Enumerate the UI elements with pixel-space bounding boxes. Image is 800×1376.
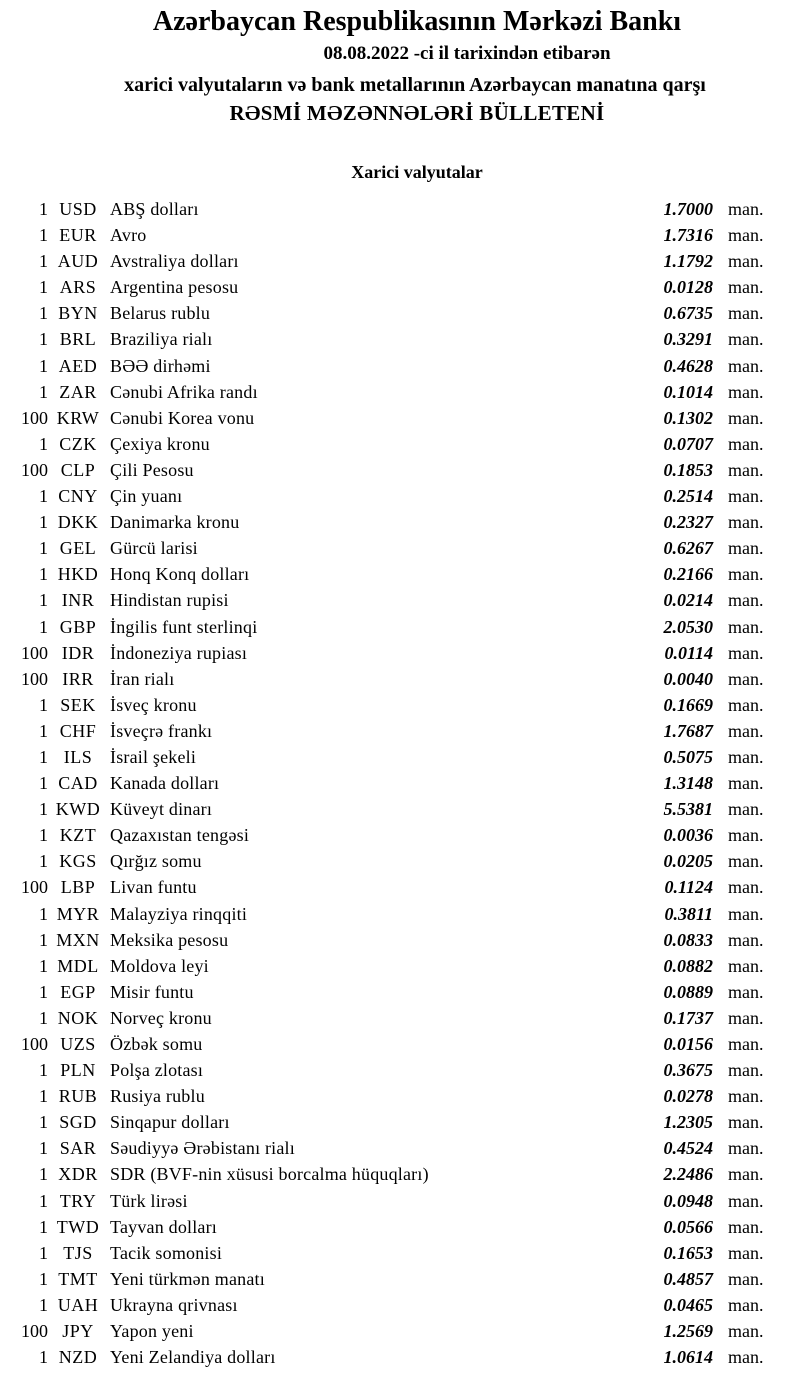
currency-name: Cənubi Korea vonu	[110, 407, 255, 428]
unit-label: man.	[728, 1060, 764, 1081]
currency-name: İran rialı	[110, 668, 175, 689]
rate-value: 0.1014	[663, 381, 713, 402]
currency-code: HKD	[57, 564, 99, 585]
table-row	[0, 718, 800, 744]
table-row	[0, 1292, 800, 1318]
table-row	[0, 326, 800, 352]
currency-name: BƏƏ dirhəmi	[110, 355, 211, 376]
unit-label: man.	[728, 799, 764, 820]
rate-quantity: 1	[39, 381, 48, 402]
rate-quantity: 1	[39, 355, 48, 376]
currency-code: ZAR	[59, 381, 97, 402]
currency-code: RUB	[58, 1086, 98, 1107]
rate-quantity: 100	[21, 642, 48, 663]
table-row	[0, 1161, 800, 1187]
currency-code: KZT	[59, 825, 97, 846]
currency-name: Livan funtu	[110, 877, 197, 898]
rate-value: 0.3675	[663, 1060, 713, 1081]
rate-quantity: 100	[21, 459, 48, 480]
unit-label: man.	[728, 1268, 764, 1289]
rate-value: 0.5075	[663, 746, 713, 767]
rate-value: 0.1669	[663, 694, 713, 715]
currency-code: NOK	[57, 1007, 99, 1028]
unit-label: man.	[728, 433, 764, 454]
unit-label: man.	[728, 825, 764, 846]
currency-code: SAR	[59, 1138, 97, 1159]
currency-code: AED	[58, 355, 98, 376]
currency-code: CNY	[58, 486, 98, 507]
currency-name: Türk lirəsi	[110, 1190, 188, 1211]
currency-code: DKK	[57, 512, 99, 533]
rate-value: 0.4628	[663, 355, 713, 376]
rate-value: 0.2166	[663, 564, 713, 585]
table-row	[0, 1344, 800, 1370]
bank-title: Azərbaycan Respublikasının Mərkəzi Bankı	[152, 6, 682, 37]
unit-label: man.	[728, 1347, 764, 1368]
unit-label: man.	[728, 251, 764, 272]
currency-name: İsveçrə frankı	[110, 720, 213, 741]
currency-name: SDR (BVF-nin xüsusi borcalma hüquqları)	[110, 1164, 429, 1185]
currency-code: SEK	[60, 694, 96, 715]
rate-quantity: 1	[39, 825, 48, 846]
rate-quantity: 1	[39, 1007, 48, 1028]
currency-code: INR	[61, 590, 95, 611]
exchange-rate-table	[0, 196, 800, 1370]
unit-label: man.	[728, 877, 764, 898]
rate-quantity: 1	[39, 746, 48, 767]
currency-name: Kanada dolları	[110, 773, 220, 794]
rate-value: 0.1737	[663, 1007, 713, 1028]
currency-code: CAD	[58, 773, 98, 794]
rate-value: 0.0833	[663, 929, 713, 950]
table-row	[0, 1240, 800, 1266]
unit-label: man.	[728, 303, 764, 324]
unit-label: man.	[728, 1321, 764, 1342]
table-row	[0, 1083, 800, 1109]
unit-label: man.	[728, 851, 764, 872]
unit-label: man.	[728, 407, 764, 428]
table-row	[0, 614, 800, 640]
unit-label: man.	[728, 486, 764, 507]
unit-label: man.	[728, 1138, 764, 1159]
section-title-foreign-currencies: Xarici valyutalar	[351, 162, 483, 182]
table-row	[0, 196, 800, 222]
unit-label: man.	[728, 1216, 764, 1237]
rate-quantity: 1	[39, 1060, 48, 1081]
rate-value: 0.0214	[663, 590, 713, 611]
table-row	[0, 509, 800, 535]
table-row	[0, 1005, 800, 1031]
unit-label: man.	[728, 720, 764, 741]
rate-value: 2.0530	[663, 616, 713, 637]
currency-name: Polşa zlotası	[110, 1060, 204, 1081]
rate-value: 0.1302	[663, 407, 713, 428]
currency-code: BRL	[59, 329, 97, 350]
table-row	[0, 666, 800, 692]
table-row	[0, 248, 800, 274]
table-row	[0, 848, 800, 874]
rate-quantity: 1	[39, 955, 48, 976]
table-row	[0, 405, 800, 431]
rate-value: 0.0465	[663, 1294, 713, 1315]
currency-code: MYR	[56, 903, 100, 924]
rate-quantity: 1	[39, 564, 48, 585]
effective-date-line: 08.08.2022 -ci il tarixindən etibarən	[323, 43, 611, 64]
currency-code: ILS	[63, 746, 93, 767]
rate-quantity: 1	[39, 799, 48, 820]
unit-label: man.	[728, 668, 764, 689]
rate-quantity: 1	[39, 590, 48, 611]
rate-value: 0.2514	[663, 486, 713, 507]
table-row	[0, 353, 800, 379]
rate-quantity: 1	[39, 225, 48, 246]
rate-quantity: 100	[21, 877, 48, 898]
rate-value: 0.0889	[663, 981, 713, 1002]
unit-label: man.	[728, 277, 764, 298]
rate-value: 1.0614	[663, 1347, 713, 1368]
unit-label: man.	[728, 773, 764, 794]
rate-quantity: 1	[39, 1268, 48, 1289]
table-row	[0, 1109, 800, 1135]
currency-code: AUD	[57, 251, 99, 272]
table-row	[0, 692, 800, 718]
bulletin-subtitle: xarici valyutaların və bank metallarının Azərbaycan manatına qarşı	[124, 74, 706, 96]
currency-code: KRW	[56, 407, 100, 428]
rate-value: 0.0278	[663, 1086, 713, 1107]
table-row	[0, 979, 800, 1005]
rate-quantity: 1	[39, 1112, 48, 1133]
unit-label: man.	[728, 355, 764, 376]
currency-name: Səudiyyə Ərəbistanı rialı	[110, 1138, 295, 1159]
rate-quantity: 1	[39, 329, 48, 350]
unit-label: man.	[728, 1007, 764, 1028]
currency-name: Avstraliya dolları	[110, 251, 239, 272]
currency-name: Moldova leyi	[110, 955, 209, 976]
currency-name: Ukrayna qrivnası	[110, 1294, 238, 1315]
unit-label: man.	[728, 616, 764, 637]
currency-code: GBP	[59, 616, 97, 637]
currency-name: Sinqapur dolları	[110, 1112, 230, 1133]
rate-value: 0.0566	[663, 1216, 713, 1237]
rate-value: 0.1124	[664, 877, 713, 898]
currency-code: ARS	[59, 277, 97, 298]
rate-value: 0.1653	[663, 1242, 713, 1263]
unit-label: man.	[728, 459, 764, 480]
unit-label: man.	[728, 642, 764, 663]
table-row	[0, 1318, 800, 1344]
unit-label: man.	[728, 329, 764, 350]
rate-value: 2.2486	[663, 1164, 713, 1185]
rate-value: 0.0882	[663, 955, 713, 976]
currency-name: Gürcü larisi	[110, 538, 198, 559]
rate-value: 0.0156	[663, 1034, 713, 1054]
rate-quantity: 1	[39, 1242, 48, 1263]
rate-value: 0.6735	[663, 303, 713, 324]
currency-code: MDL	[57, 955, 99, 976]
bulletin-title: RƏSMİ MƏZƏNNƏLƏRİ BÜLLETENİ	[229, 101, 605, 125]
unit-label: man.	[728, 981, 764, 1002]
table-row	[0, 300, 800, 326]
table-row	[0, 274, 800, 300]
currency-code: UAH	[57, 1294, 99, 1315]
currency-name: Yapon yeni	[110, 1321, 194, 1342]
rate-value: 1.7316	[663, 225, 713, 246]
currency-name: Meksika pesosu	[110, 929, 229, 950]
unit-label: man.	[728, 1164, 764, 1185]
table-row	[0, 770, 800, 796]
table-row	[0, 744, 800, 770]
rate-quantity: 100	[21, 1034, 48, 1054]
rate-value: 5.5381	[663, 799, 713, 820]
rate-quantity: 1	[39, 1216, 48, 1237]
currency-code: MXN	[56, 929, 100, 950]
rate-quantity: 1	[39, 277, 48, 298]
currency-name: ABŞ dolları	[110, 199, 199, 219]
currency-code: IRR	[62, 668, 94, 689]
currency-name: Küveyt dinarı	[110, 799, 213, 820]
currency-name: Malayziya rinqqiti	[110, 903, 248, 924]
rate-value: 1.1792	[663, 251, 713, 272]
rate-value: 1.7687	[663, 720, 713, 741]
unit-label: man.	[728, 746, 764, 767]
currency-code: XDR	[58, 1164, 98, 1185]
currency-name: İsveç kronu	[110, 694, 197, 715]
currency-code: LBP	[60, 877, 96, 898]
table-row	[0, 1266, 800, 1292]
currency-name: Tayvan dolları	[110, 1216, 218, 1237]
unit-label: man.	[728, 929, 764, 950]
currency-name: İndoneziya rupiası	[110, 642, 248, 663]
currency-name: Çin yuanı	[110, 486, 183, 507]
rate-quantity: 1	[39, 433, 48, 454]
rate-value: 0.4524	[663, 1138, 713, 1159]
rate-quantity: 100	[21, 407, 48, 428]
currency-name: Cənubi Afrika randı	[110, 381, 258, 402]
currency-code: NZD	[58, 1347, 98, 1368]
rate-quantity: 1	[39, 538, 48, 559]
table-row	[0, 796, 800, 822]
table-row	[0, 874, 800, 900]
rate-value: 0.4857	[663, 1268, 713, 1289]
currency-name: Belarus rublu	[110, 303, 211, 324]
unit-label: man.	[728, 381, 764, 402]
rate-quantity: 1	[39, 929, 48, 950]
rate-value: 1.7000	[663, 199, 713, 219]
rate-quantity: 1	[39, 773, 48, 794]
rate-value: 0.6267	[663, 538, 713, 559]
unit-label: man.	[728, 955, 764, 976]
unit-label: man.	[728, 538, 764, 559]
currency-name: Braziliya rialı	[110, 329, 213, 350]
currency-name: Yeni türkmən manatı	[110, 1268, 265, 1289]
currency-code: TRY	[59, 1190, 97, 1211]
currency-name: Hindistan rupisi	[110, 590, 229, 611]
table-row	[0, 1188, 800, 1214]
rate-quantity: 1	[39, 1347, 48, 1368]
table-row	[0, 379, 800, 405]
currency-code: GEL	[59, 538, 97, 559]
currency-name: Avro	[110, 225, 147, 246]
currency-name: Qazaxıstan tengəsi	[110, 825, 250, 846]
table-row	[0, 222, 800, 248]
rate-quantity: 100	[21, 1321, 48, 1342]
table-row	[0, 535, 800, 561]
currency-code: EGP	[60, 981, 96, 1002]
rate-quantity: 1	[39, 851, 48, 872]
table-row	[0, 1214, 800, 1240]
table-row	[0, 1057, 800, 1083]
currency-code: TJS	[63, 1242, 93, 1263]
rate-quantity: 1	[39, 720, 48, 741]
unit-label: man.	[728, 1190, 764, 1211]
table-row	[0, 953, 800, 979]
rate-value: 0.1853	[663, 459, 713, 480]
table-row	[0, 483, 800, 509]
currency-code: UZS	[60, 1034, 96, 1054]
rate-value: 0.0114	[664, 642, 713, 663]
unit-label: man.	[728, 903, 764, 924]
unit-label: man.	[728, 512, 764, 533]
currency-code: KWD	[55, 799, 101, 820]
rate-value: 0.0707	[663, 433, 713, 454]
rate-value: 0.0036	[663, 825, 713, 846]
currency-code: TWD	[56, 1216, 100, 1237]
rate-quantity: 1	[39, 1294, 48, 1315]
unit-label: man.	[728, 590, 764, 611]
rate-quantity: 1	[39, 303, 48, 324]
table-row	[0, 822, 800, 848]
currency-code: EUR	[59, 225, 97, 246]
table-row	[0, 640, 800, 666]
currency-code: USD	[59, 199, 97, 219]
table-row	[0, 1135, 800, 1161]
currency-name: İsrail şekeli	[110, 746, 197, 767]
unit-label: man.	[728, 1086, 764, 1107]
currency-name: Çexiya kronu	[110, 433, 210, 454]
unit-label: man.	[728, 1112, 764, 1133]
rate-quantity: 1	[39, 1164, 48, 1185]
currency-name: Norveç kronu	[110, 1007, 212, 1028]
currency-code: CZK	[59, 433, 97, 454]
table-row	[0, 901, 800, 927]
rate-value: 0.2327	[663, 512, 713, 533]
table-row	[0, 927, 800, 953]
table-row	[0, 1031, 800, 1057]
currency-code: PLN	[60, 1060, 96, 1081]
unit-label: man.	[728, 225, 764, 246]
currency-code: BYN	[58, 303, 98, 324]
unit-label: man.	[728, 199, 764, 219]
rate-quantity: 1	[39, 1190, 48, 1211]
currency-name: Tacik somonisi	[110, 1242, 223, 1263]
table-row	[0, 431, 800, 457]
rate-value: 0.3811	[664, 903, 713, 924]
unit-label: man.	[728, 1034, 764, 1054]
currency-name: Argentina pesosu	[110, 277, 239, 298]
rate-value: 0.0040	[663, 668, 713, 689]
currency-code: IDR	[61, 642, 95, 663]
rate-value: 1.3148	[663, 773, 713, 794]
currency-name: Honq Konq dolları	[110, 564, 250, 585]
unit-label: man.	[728, 1242, 764, 1263]
rate-quantity: 1	[39, 903, 48, 924]
rate-value: 0.0205	[663, 851, 713, 872]
rate-quantity: 1	[39, 199, 48, 219]
currency-name: Rusiya rublu	[110, 1086, 205, 1107]
rate-quantity: 1	[39, 694, 48, 715]
rate-value: 1.2569	[663, 1321, 713, 1342]
currency-name: Özbək somu	[110, 1034, 203, 1054]
table-row	[0, 587, 800, 613]
currency-name: Çili Pesosu	[110, 459, 194, 480]
currency-name: Danimarka kronu	[110, 512, 240, 533]
table-row	[0, 561, 800, 587]
rate-quantity: 1	[39, 512, 48, 533]
currency-name: İngilis funt sterlinqi	[110, 616, 258, 637]
rate-quantity: 1	[39, 981, 48, 1002]
currency-code: JPY	[62, 1321, 94, 1342]
rate-quantity: 1	[39, 616, 48, 637]
currency-name: Misir funtu	[110, 981, 194, 1002]
table-row	[0, 457, 800, 483]
rate-value: 0.0128	[663, 277, 713, 298]
currency-code: TMT	[58, 1268, 98, 1289]
rate-quantity: 1	[39, 1138, 48, 1159]
rate-quantity: 100	[21, 668, 48, 689]
rate-value: 0.3291	[663, 329, 713, 350]
currency-code: CLP	[60, 459, 96, 480]
unit-label: man.	[728, 694, 764, 715]
currency-name: Yeni Zelandiya dolları	[110, 1347, 276, 1368]
rate-quantity: 1	[39, 251, 48, 272]
currency-name: Qırğız somu	[110, 851, 202, 872]
rate-quantity: 1	[39, 486, 48, 507]
rate-value: 1.2305	[663, 1112, 713, 1133]
rate-value: 0.0948	[663, 1190, 713, 1211]
unit-label: man.	[728, 1294, 764, 1315]
unit-label: man.	[728, 564, 764, 585]
currency-code: SGD	[59, 1112, 97, 1133]
currency-code: CHF	[59, 720, 97, 741]
rate-quantity: 1	[39, 1086, 48, 1107]
currency-code: KGS	[59, 851, 97, 872]
